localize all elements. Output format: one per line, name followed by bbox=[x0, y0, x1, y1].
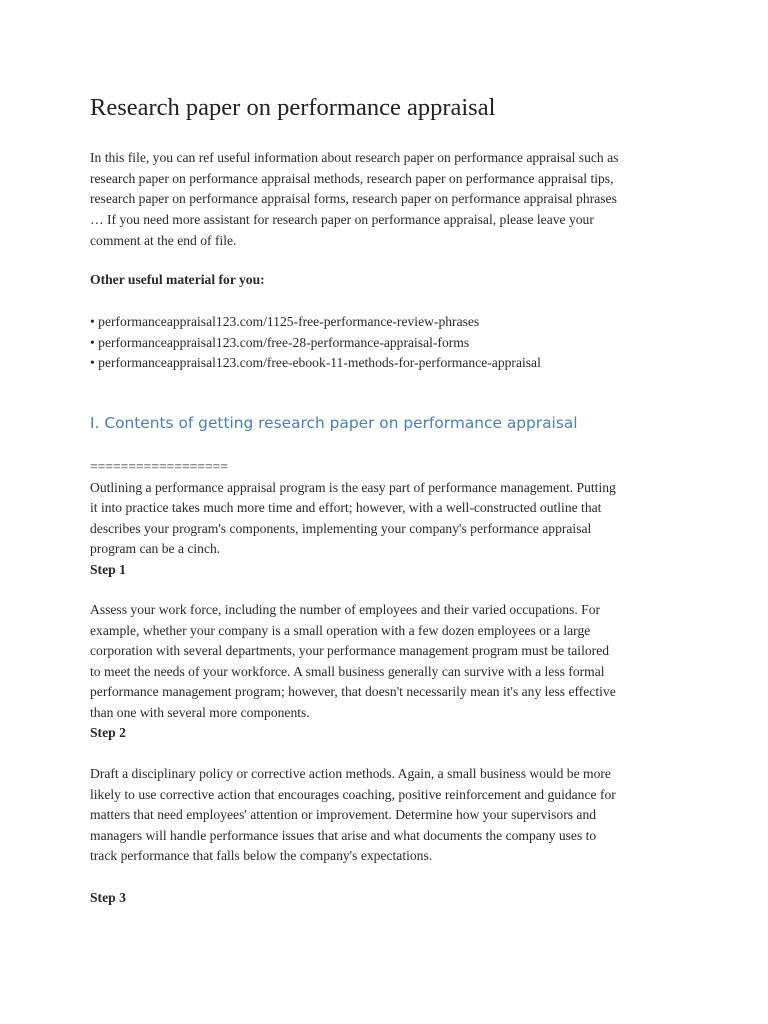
outline-line: describes your program's components, implementing your company's performance appraisal bbox=[90, 520, 592, 536]
outline-line: program can be a cinch. bbox=[90, 541, 221, 557]
step-1-line: performance management program; however, that doesn't necessarily mean it's any less effective bbox=[90, 684, 616, 700]
intro-line: research paper on performance appraisal methods, research paper on performance appraisal tips, bbox=[90, 170, 614, 186]
step-2-paragraph bbox=[90, 764, 616, 867]
step-2-line: Draft a disciplinary policy or corrective action methods. Again, a small business would be more bbox=[90, 766, 611, 781]
step-2-line: likely to use corrective action that encourages coaching, positive reinforcement and guidance for bbox=[90, 786, 616, 802]
intro-line: In this file, you can ref useful information about research paper on performance appraisal such as bbox=[90, 150, 619, 165]
useful-links-list bbox=[90, 312, 541, 374]
step-2-line: managers will handle performance issues that arise and what documents the company uses to bbox=[90, 827, 597, 843]
useful-link-ebook-methods[interactable]: • performanceappraisal123.com/free-ebook-11-methods-for-performance-appraisal bbox=[90, 355, 541, 371]
step-2-line: track performance that falls below the company's expectations. bbox=[90, 848, 433, 864]
step-3-label: Step 3 bbox=[90, 890, 126, 905]
step-1-line: example, whether your company is a small operation with a few dozen employees or a large bbox=[90, 622, 591, 638]
intro-line: … If you need more assistant for research paper on performance appraisal, please leave your bbox=[90, 212, 594, 228]
other-material-label: Other useful material for you: bbox=[90, 272, 265, 287]
section-heading: I. Contents of getting research paper on performance appraisal bbox=[90, 414, 578, 432]
document-title: Research paper on performance appraisal bbox=[90, 94, 496, 121]
step-1-line: corporation with several departments, your performance management program must be tailored bbox=[90, 643, 610, 659]
outline-paragraph bbox=[90, 457, 616, 560]
step-2-label: Step 2 bbox=[90, 725, 126, 740]
intro-paragraph bbox=[90, 148, 686, 252]
step-1-line: Assess your work force, including the number of employees and their varied occupations. For bbox=[90, 602, 601, 617]
outline-line: Outlining a performance appraisal program is the easy part of performance management. Putting bbox=[90, 479, 616, 495]
step-1-paragraph bbox=[90, 600, 616, 724]
useful-link-review-phrases[interactable]: • performanceappraisal123.com/1125-free-performance-review-phrases bbox=[90, 314, 480, 329]
separator-line: ================== bbox=[90, 459, 228, 474]
step-2-line: matters that need employees' attention or improvement. Determine how your supervisors and bbox=[90, 807, 597, 823]
useful-link-appraisal-forms[interactable]: • performanceappraisal123.com/free-28-performance-appraisal-forms bbox=[90, 334, 470, 350]
step-1-line: than one with several more components. bbox=[90, 704, 310, 720]
step-1-line: to meet the needs of your workforce. A small business generally can survive with a less formal bbox=[90, 663, 605, 679]
outline-line: it into practice takes much more time and effort; however, with a well-constructed outline that bbox=[90, 500, 602, 516]
step-1-label: Step 1 bbox=[90, 562, 126, 577]
intro-line: research paper on performance appraisal forms, research paper on performance appraisal phrases bbox=[90, 191, 617, 207]
intro-line: comment at the end of file. bbox=[90, 232, 237, 248]
